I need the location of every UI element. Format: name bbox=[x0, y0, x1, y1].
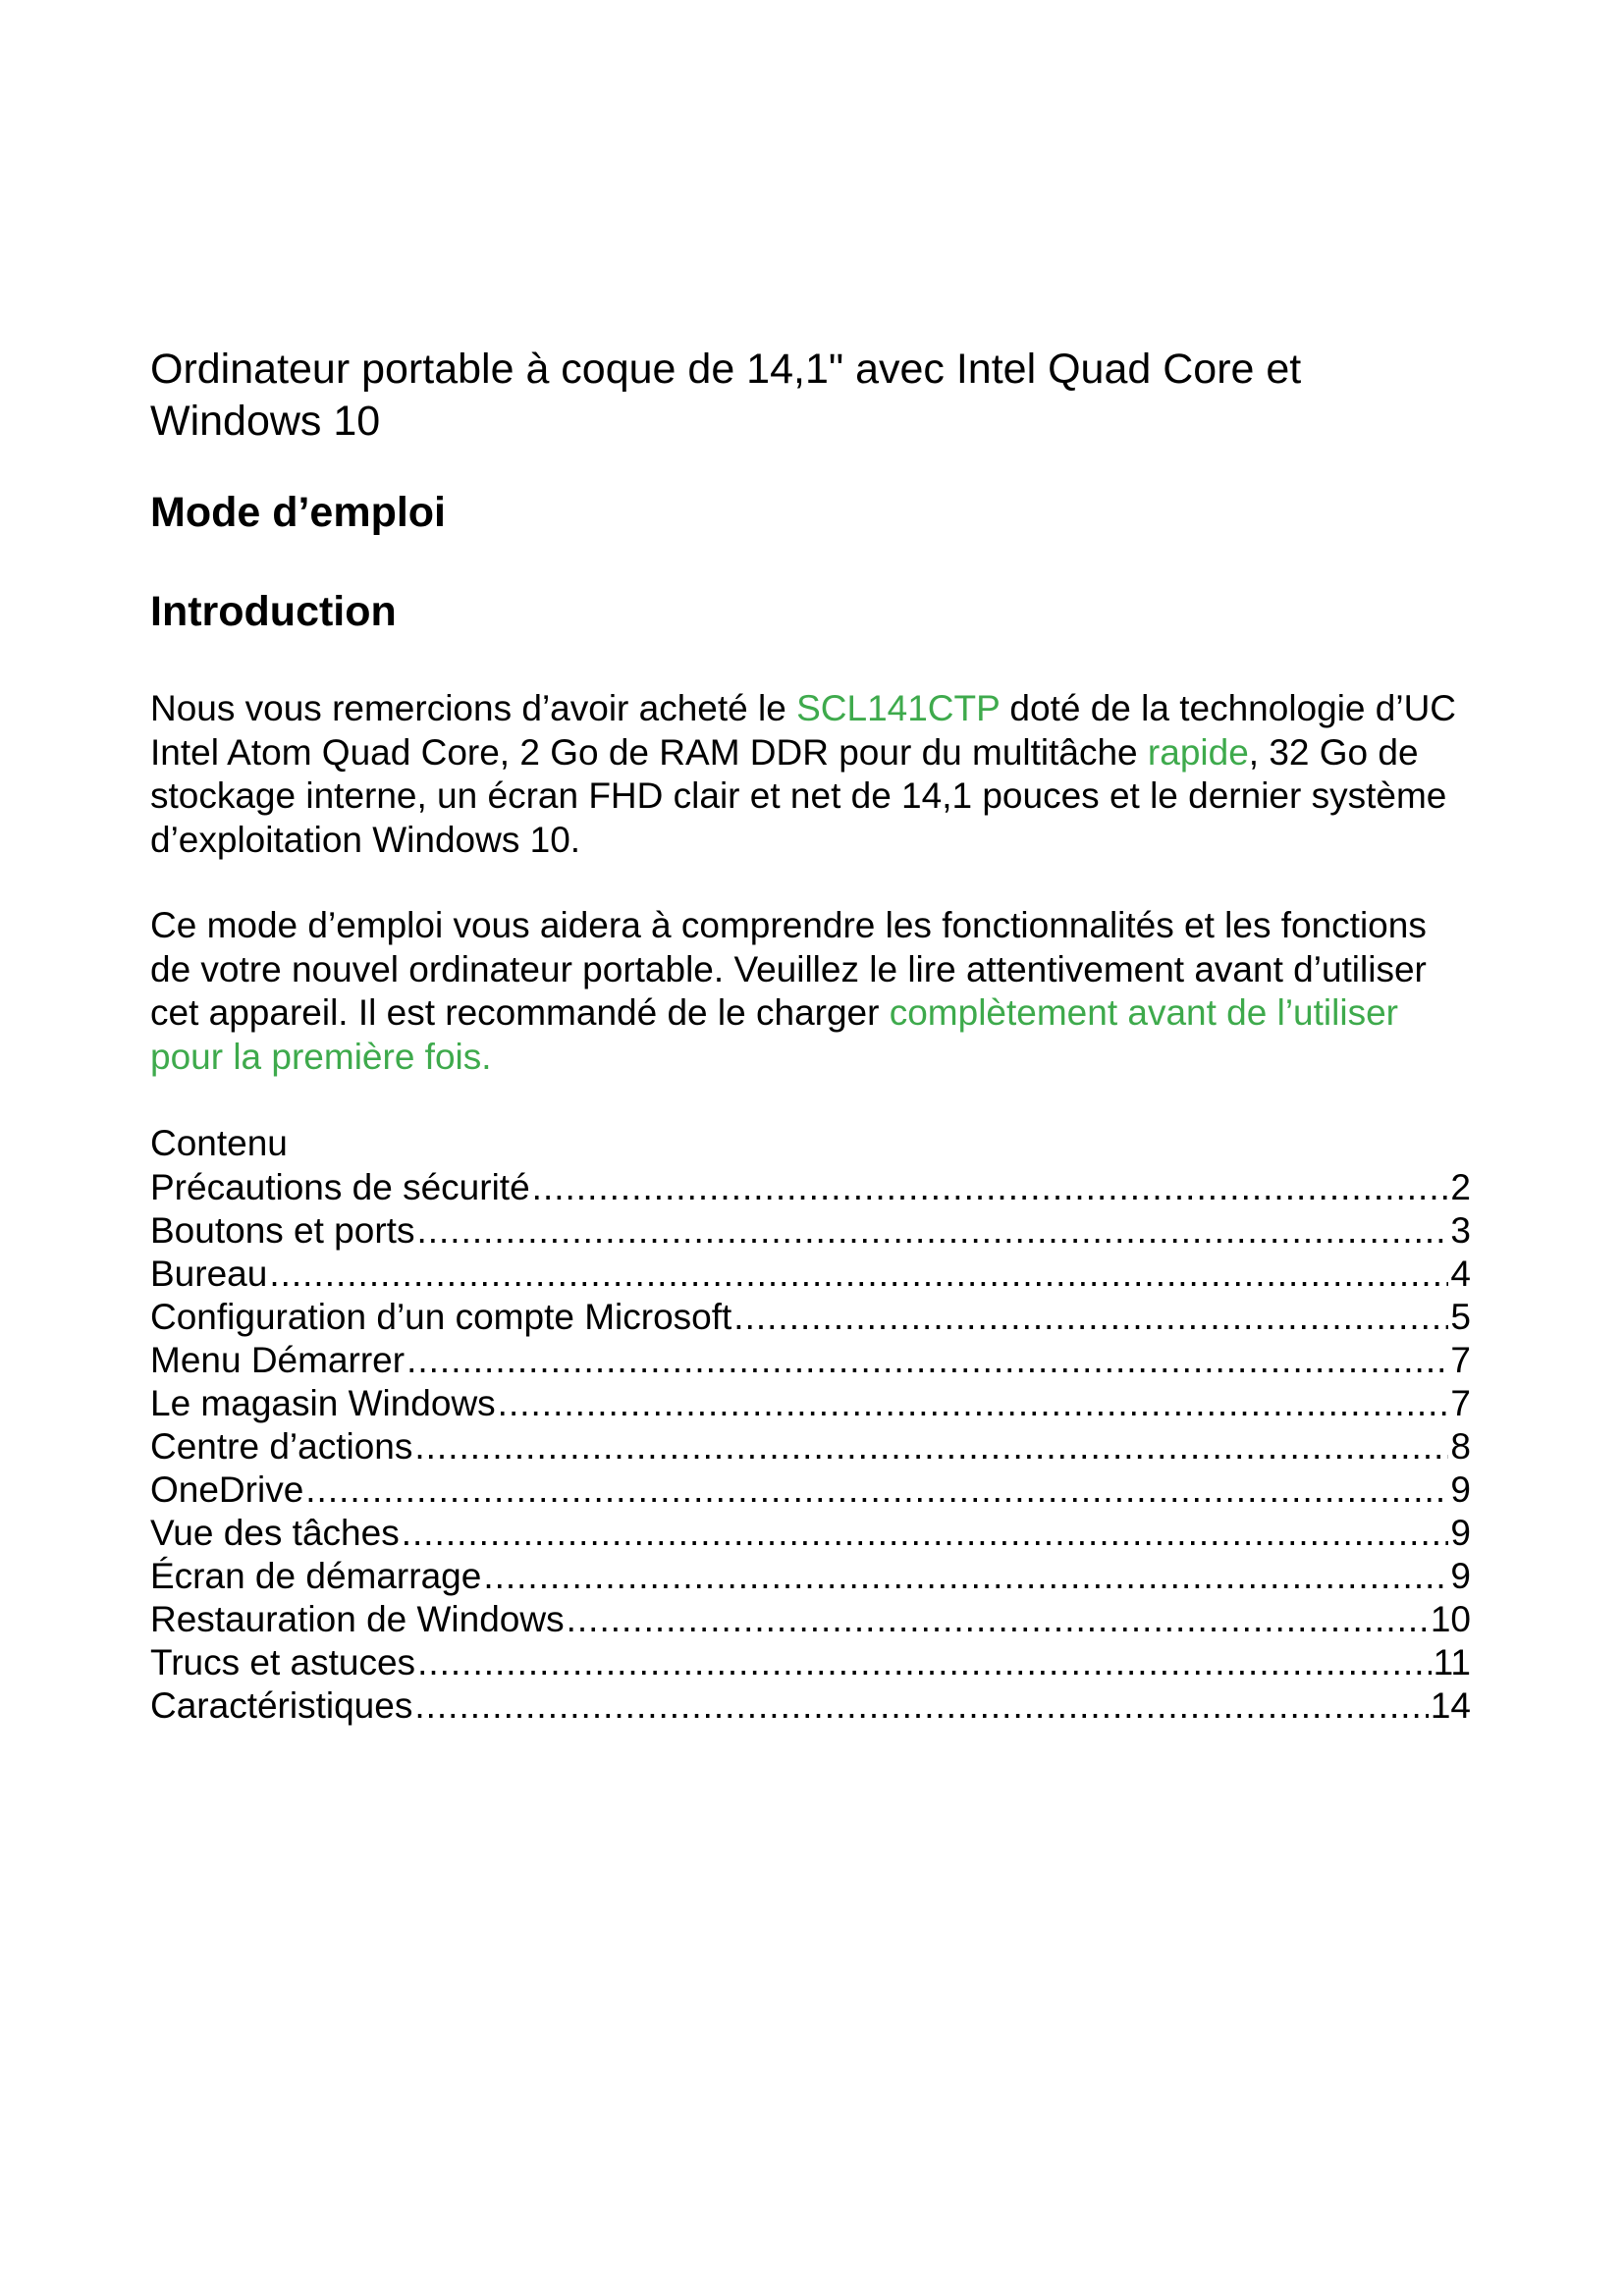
toc-leader-dots bbox=[567, 1598, 1429, 1641]
toc-entry-page: 4 bbox=[1450, 1253, 1471, 1294]
toc-entry[interactable] bbox=[150, 1209, 1471, 1253]
toc-entry-page: 11 bbox=[1433, 1641, 1471, 1682]
intro-text-2: doté de la technologie d’UC Intel Atom Quad Core, 2 Go de RAM DDR pour du multitâche bbox=[150, 688, 1457, 773]
toc-leader-dots bbox=[414, 1425, 1448, 1468]
toc-entry-label: Bureau bbox=[150, 1253, 268, 1294]
toc-entry-label: Précautions de sécurité bbox=[150, 1166, 530, 1207]
toc-entry-page: 8 bbox=[1450, 1425, 1471, 1467]
manual-paragraph bbox=[150, 904, 1471, 1079]
manual-text-1: Ce mode d’emploi vous aidera à comprendre les fonctionnalités et les fonctions de votre nouvel ordinateur portable. Veuillez le lire attentivement avant d’utiliser cet appareil. Il est recommandé de le charger bbox=[150, 905, 1427, 1033]
heading-user-manual: Mode d’emploi bbox=[150, 489, 446, 536]
toc-entry[interactable] bbox=[150, 1555, 1471, 1598]
toc-entry-label: Centre d’actions bbox=[150, 1425, 413, 1467]
model-number: SCL141CTP bbox=[796, 688, 1001, 728]
toc-entry[interactable] bbox=[150, 1641, 1471, 1684]
toc-entry[interactable] bbox=[150, 1598, 1471, 1641]
toc-entry-page: 14 bbox=[1430, 1684, 1471, 1726]
toc-title: Contenu bbox=[150, 1123, 288, 1163]
toc-leader-dots bbox=[305, 1468, 1448, 1512]
toc-leader-dots bbox=[498, 1382, 1449, 1425]
toc-entry-label: Le magasin Windows bbox=[150, 1382, 496, 1423]
toc-entry-label: Menu Démarrer bbox=[150, 1339, 406, 1380]
toc-entry-label: Configuration d’un compte Microsoft bbox=[150, 1296, 732, 1337]
charge-highlight: complètement avant de l’utiliser pour la première fois. bbox=[150, 992, 1398, 1077]
intro-text-1: Nous vous remercions d’avoir acheté le bbox=[150, 688, 797, 728]
toc-entry-label: Restauration de Windows bbox=[150, 1598, 565, 1639]
toc-entry[interactable] bbox=[150, 1382, 1471, 1425]
toc-entry-label: Vue des tâches bbox=[150, 1512, 400, 1553]
rapide-highlight: rapide bbox=[1147, 731, 1249, 773]
toc-entry-page: 9 bbox=[1450, 1555, 1471, 1596]
toc-entry-page: 7 bbox=[1450, 1382, 1471, 1423]
toc-entry[interactable] bbox=[150, 1296, 1471, 1339]
toc-leader-dots bbox=[414, 1684, 1429, 1728]
document-page bbox=[150, 344, 1471, 1728]
toc-entry[interactable] bbox=[150, 1512, 1471, 1555]
toc-entry-label: OneDrive bbox=[150, 1468, 304, 1510]
toc-leader-dots bbox=[483, 1555, 1448, 1598]
toc-leader-dots bbox=[269, 1253, 1448, 1296]
toc-entry-label: Caractéristiques bbox=[150, 1684, 413, 1726]
document-title: Ordinateur portable à coque de 14,1" avec Intel Quad Core et Windows 10 bbox=[150, 346, 1302, 445]
toc-leader-dots bbox=[416, 1209, 1448, 1253]
toc-leader-dots bbox=[417, 1641, 1432, 1684]
toc-entry-page: 3 bbox=[1450, 1209, 1471, 1251]
toc-entry-page: 9 bbox=[1450, 1512, 1471, 1553]
toc-entry-label: Écran de démarrage bbox=[150, 1555, 482, 1596]
toc-entry-page: 2 bbox=[1450, 1166, 1471, 1207]
intro-text-3: , 32 Go de stockage interne, un écran FHD clair et net de 14,1 pouces et le dernier système d’exploitation Windows 10. bbox=[150, 731, 1447, 860]
toc-entry-label: Trucs et astuces bbox=[150, 1641, 416, 1682]
toc-entry-page: 10 bbox=[1430, 1598, 1471, 1639]
toc-leader-dots bbox=[406, 1339, 1448, 1382]
toc-leader-dots bbox=[532, 1166, 1449, 1209]
toc-entry[interactable] bbox=[150, 1253, 1471, 1296]
toc-entry[interactable] bbox=[150, 1166, 1471, 1209]
table-of-contents bbox=[150, 1166, 1471, 1728]
toc-leader-dots bbox=[402, 1512, 1449, 1555]
toc-entry[interactable] bbox=[150, 1339, 1471, 1382]
toc-entry[interactable] bbox=[150, 1468, 1471, 1512]
toc-entry-page: 5 bbox=[1450, 1296, 1471, 1337]
toc-entry-page: 7 bbox=[1450, 1339, 1471, 1380]
intro-paragraph bbox=[150, 687, 1471, 862]
toc-entry-label: Boutons et ports bbox=[150, 1209, 415, 1251]
toc-leader-dots bbox=[733, 1296, 1448, 1339]
toc-entry-page: 9 bbox=[1450, 1468, 1471, 1510]
toc-entry[interactable] bbox=[150, 1684, 1471, 1728]
heading-introduction: Introduction bbox=[150, 588, 397, 635]
toc-entry[interactable] bbox=[150, 1425, 1471, 1468]
